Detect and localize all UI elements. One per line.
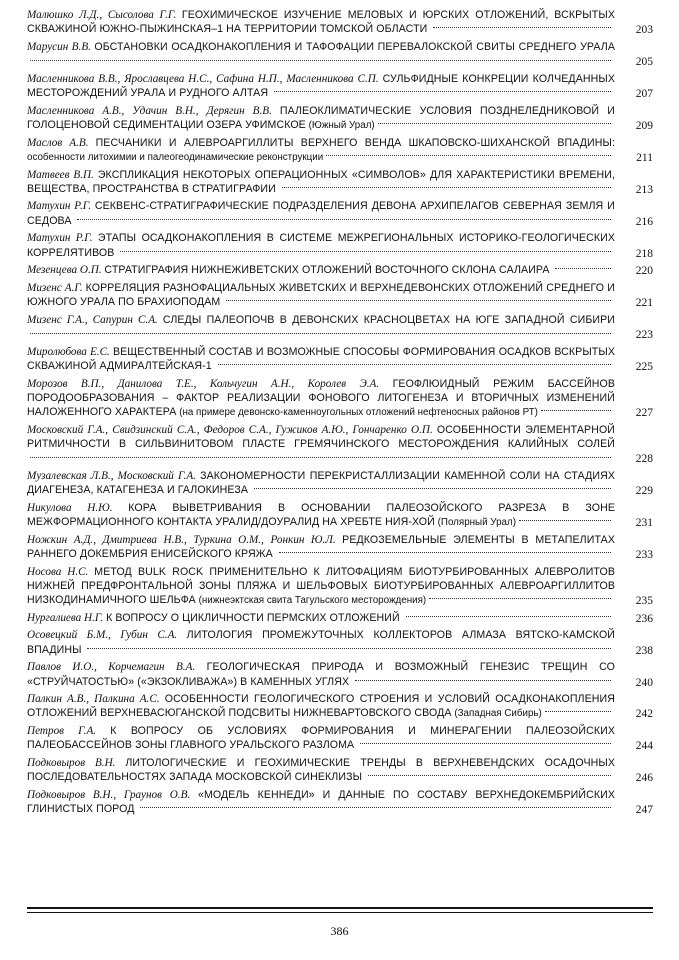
leader-dots bbox=[140, 807, 611, 808]
table-of-contents bbox=[27, 8, 653, 820]
toc-entry bbox=[27, 345, 653, 374]
entry-page: 203 bbox=[635, 24, 653, 37]
entry-title: ВЕЩЕСТВЕННЫЙ СОСТАВ И ВОЗМОЖНЫЕ СПОСОБЫ ФОРМИРОВАНИЯ ОСАДКОВ ВСКРЫТЫХ СКВАЖИНОЙ АДМИРАЛТЕЙСКАЯ-1 bbox=[27, 345, 616, 372]
entry-page: 218 bbox=[635, 247, 653, 260]
toc-entry bbox=[27, 72, 653, 101]
entry-authors: Мизенс А.Г. bbox=[27, 281, 83, 294]
leader-dots bbox=[541, 410, 611, 411]
entry-authors: Матухин Р.Г. bbox=[27, 232, 93, 245]
entry-authors: Подковыров В.Н., Граунов О.В. bbox=[27, 788, 191, 801]
entry-page: 227 bbox=[635, 407, 653, 420]
leader-dots bbox=[433, 27, 611, 28]
entry-title: РЕДКОЗЕМЕЛЬНЫЕ ЭЛЕМЕНТЫ В МЕТАПЕЛИТАХ РАННЕГО ДОКЕМБРИЯ ЕНИСЕЙСКОГО КРЯЖА bbox=[27, 533, 615, 560]
entry-page: 209 bbox=[635, 119, 653, 132]
toc-entry bbox=[27, 104, 653, 133]
toc-entry bbox=[27, 469, 653, 498]
entry-note: (Полярный Урал) bbox=[437, 517, 516, 528]
footer-rule-thin bbox=[27, 912, 653, 913]
entry-authors: Носова Н.С. bbox=[27, 565, 89, 578]
entry-page: 228 bbox=[635, 453, 653, 466]
footer-rule-thick bbox=[27, 907, 653, 909]
entry-title: КОРА ВЫВЕТРИВАНИЯ В ОСНОВАНИИ ПАЛЕОЗОЙСКОГО РАЗРЕЗА В ЗОНЕ МЕЖФОРМАЦИОННОГО КОНТАКТА УРАЛИД/ДОУРАЛИД НА ХРЕБТЕ НИЯ-ХОЙ bbox=[27, 501, 615, 528]
entry-title: СЕКВЕНС-СТРАТИГРАФИЧЕСКИЕ ПОДРАЗДЕЛЕНИЯ ДЕВОНА АРХИПЕЛАГОВ СЕВЕРНАЯ ЗЕМЛЯ И СЕДОВА bbox=[27, 200, 616, 227]
leader-dots bbox=[282, 187, 611, 188]
entry-title: К ВОПРОСУ О ЦИКЛИЧНОСТИ ПЕРМСКИХ ОТЛОЖЕНИЙ bbox=[106, 611, 400, 624]
leader-dots bbox=[226, 300, 611, 301]
entry-page: 213 bbox=[635, 183, 653, 196]
entry-authors: Масленникова В.В., Ярославцева Н.С., Сафина Н.П., Масленникова С.П. bbox=[27, 72, 379, 85]
toc-entry bbox=[27, 168, 653, 197]
toc-entry bbox=[27, 788, 653, 817]
toc-entry bbox=[27, 136, 653, 165]
entry-title: ПАЛЕОКЛИМАТИЧЕСКИЕ УСЛОВИЯ ПОЗДНЕЛЕДНИКОВОЙ И ГОЛОЦЕНОВОЙ СЕДИМЕНТАЦИИ ОЗЕРА УФИМСКОЕ bbox=[27, 104, 616, 131]
entry-title: ЭКСПЛИКАЦИЯ НЕКОТОРЫХ ОПЕРАЦИОННЫХ «СИМВОЛОВ» ДЛЯ ХАРАКТЕРИСТИКИ ВРЕМЕНИ, ВЕЩЕСТВА, ПРОСТРАНСТВА В СТРАТИГРАФИИ bbox=[27, 168, 616, 195]
leader-dots bbox=[279, 552, 611, 553]
entry-title: ЭТАПЫ ОСАДКОНАКОПЛЕНИЯ В СИСТЕМЕ МЕЖРЕГИОНАЛЬНЫХ ИСТОРИКО-ГЕОЛОГИЧЕСКИХ КОРРЕЛЯТИВОВ bbox=[27, 232, 616, 259]
entry-authors: Палкин А.В., Палкина А.С. bbox=[27, 693, 160, 706]
entry-page: 240 bbox=[635, 676, 653, 689]
toc-entry bbox=[27, 231, 653, 260]
leader-dots bbox=[360, 743, 611, 744]
entry-page: 225 bbox=[635, 360, 653, 373]
page-number: 386 bbox=[330, 924, 349, 938]
entry-title: «МОДЕЛЬ КЕННЕДИ» И ДАННЫЕ ПО СОСТАВУ ВЕРХНЕДОКЕМБРИЙСКИХ ГЛИНИСТЫХ ПОРОД bbox=[27, 788, 615, 816]
entry-title: ЛИТОЛОГИЯ ПРОМЕЖУТОЧНЫХ КОЛЛЕКТОРОВ АЛМАЗА ВЯТСКО-КАМСКОЙ ВПАДИНЫ bbox=[27, 629, 615, 656]
entry-page: 216 bbox=[635, 215, 653, 228]
entry-title: ПЕСЧАНИКИ И АЛЕВРОАРГИЛЛИТЫ ВЕРХНЕГО ВЕНДА ШКАПОВСКО-ШИХАНСКОЙ ВПАДИНЫ: bbox=[95, 136, 615, 149]
entry-page: 238 bbox=[635, 644, 653, 657]
entry-page: 235 bbox=[635, 595, 653, 608]
entry-note: особенности литохимии и палеогеодинамические реконструкции bbox=[27, 151, 324, 163]
entry-page: 247 bbox=[635, 804, 653, 817]
toc-entry bbox=[27, 756, 653, 785]
entry-title: ЗАКОНОМЕРНОСТИ ПЕРЕКРИСТАЛЛИЗАЦИИ КАМЕННОЙ СОЛИ НА СТАДИЯХ ДИАГЕНЕЗА, КАТАГЕНЕЗА И ГАЛОКИНЕЗА bbox=[27, 469, 616, 497]
entry-title: ОБСТАНОВКИ ОСАДКОНАКОПЛЕНИЯ И ТАФОФАЦИИ ПЕРЕВАЛОКСКОЙ СВИТЫ СРЕДНЕГО УРАЛА bbox=[94, 40, 616, 53]
leader-dots bbox=[545, 711, 611, 712]
entry-page: 205 bbox=[635, 56, 653, 69]
entry-page: 236 bbox=[635, 612, 653, 625]
entry-note: (Западная Сибирь) bbox=[454, 708, 542, 720]
toc-entry bbox=[27, 565, 653, 609]
toc-entry bbox=[27, 423, 653, 467]
toc-entry bbox=[27, 313, 653, 342]
leader-dots bbox=[30, 60, 611, 61]
leader-dots bbox=[326, 155, 611, 156]
entry-authors: Масленникова А.В., Удачин В.Н., Дерягин В.В. bbox=[27, 104, 272, 117]
leader-dots bbox=[355, 680, 611, 681]
entry-note: (на примере девонско-каменноугольных отложений нефтеносных районов РТ) bbox=[179, 407, 538, 419]
entry-authors: Миролюбова Е.С. bbox=[27, 345, 110, 358]
entry-authors: Петров Г.А. bbox=[27, 725, 97, 738]
toc-entry bbox=[27, 40, 653, 69]
toc-entry bbox=[27, 377, 653, 421]
toc-entry bbox=[27, 660, 653, 689]
entry-page: 233 bbox=[635, 548, 653, 561]
entry-page: 244 bbox=[635, 740, 653, 753]
entry-page: 242 bbox=[635, 708, 653, 721]
entry-page: 231 bbox=[635, 517, 653, 529]
toc-entry bbox=[27, 533, 653, 562]
entry-authors: Мизенс Г.А., Сапурин С.А. bbox=[27, 313, 158, 326]
entry-authors: Никулова Н.Ю. bbox=[27, 501, 113, 514]
entry-title: К ВОПРОСУ ОБ УСЛОВИЯХ ФОРМИРОВАНИЯ И МИНЕРАГЕНИИ ПАЛЕОЗОЙСКИХ ПАЛЕОБАССЕЙНОВ ЗОНЫ ГЛАВНОГО УРАЛЬСКОГО РАЗЛОМА bbox=[27, 725, 615, 752]
entry-title: СЛЕДЫ ПАЛЕОПОЧВ В ДЕВОНСКИХ КРАСНОЦВЕТАХ НА ЮГЕ ЗАПАДНОЙ СИБИРИ bbox=[162, 313, 615, 326]
toc-entry bbox=[27, 501, 653, 530]
leader-dots bbox=[120, 251, 611, 252]
entry-page: 229 bbox=[635, 485, 653, 498]
toc-entry bbox=[27, 8, 653, 37]
toc-entry bbox=[27, 263, 653, 278]
entry-authors: Маслов А.В. bbox=[27, 136, 89, 149]
entry-title: ОСОБЕННОСТИ ГЕОЛОГИЧЕСКОГО СТРОЕНИЯ И УСЛОВИЙ ОСАДКОНАКОПЛЕНИЯ ОТЛОЖЕНИЙ ВЕРХНЕВАСЮГАНСКОЙ ПОДСВИТЫ НИЖНЕВАРТОВСКОГО СВОДА bbox=[27, 693, 615, 720]
entry-note: (Южный Урал) bbox=[308, 119, 375, 131]
entry-authors: Матухин Р.Г. bbox=[27, 200, 92, 213]
toc-entry bbox=[27, 281, 653, 310]
leader-dots bbox=[77, 219, 611, 220]
entry-authors: Марусин В.В. bbox=[27, 40, 91, 53]
entry-page: 246 bbox=[635, 772, 653, 785]
entry-authors: Морозов В.П., Данилова Т.Е., Кольчугин А.Н., Королев Э.А. bbox=[27, 377, 380, 390]
leader-dots bbox=[87, 648, 611, 649]
toc-entry bbox=[27, 724, 653, 753]
entry-authors: Нургалиева Н.Г. bbox=[27, 611, 104, 624]
entry-authors: Матвеев В.П. bbox=[27, 168, 94, 181]
leader-dots bbox=[30, 333, 611, 334]
entry-title: СТРАТИГРАФИЯ НИЖНЕЖИВЕТСКИХ ОТЛОЖЕНИЙ ВОСТОЧНОГО СКЛОНА САЛАИРА bbox=[104, 264, 550, 277]
leader-dots bbox=[378, 123, 611, 124]
leader-dots bbox=[368, 775, 611, 776]
entry-title: СУЛЬФИДНЫЕ КОНКРЕЦИИ КОЛЧЕДАННЫХ МЕСТОРОЖДЕНИЙ УРАЛА И РУДНОГО АЛТАЯ bbox=[27, 72, 616, 100]
leader-dots bbox=[254, 488, 611, 489]
toc-entry bbox=[27, 692, 653, 721]
leader-dots bbox=[274, 91, 611, 92]
leader-dots bbox=[218, 364, 611, 365]
entry-authors: Музалевская Л.В., Московский Г.А. bbox=[27, 469, 196, 482]
entry-authors: Мезенцева О.П. bbox=[27, 264, 102, 277]
entry-page: 220 bbox=[635, 265, 653, 278]
toc-entry bbox=[27, 199, 653, 228]
entry-authors: Ножкин А.Д., Дмитриева Н.В., Туркина О.М., Ронкин Ю.Л. bbox=[27, 533, 336, 546]
leader-dots bbox=[555, 268, 611, 269]
entry-note: (нижнеэктская свита Тагульского месторождения) bbox=[198, 595, 427, 607]
leader-dots bbox=[406, 616, 612, 617]
toc-entry bbox=[27, 628, 653, 657]
entry-authors: Осовецкий Б.М., Губин С.А. bbox=[27, 629, 178, 642]
entry-title: КОРРЕЛЯЦИЯ РАЗНОФАЦИАЛЬНЫХ ЖИВЕТСКИХ И ВЕРХНЕДЕВОНСКИХ ОТЛОЖЕНИЙ СРЕДНЕГО И ЮЖНОГО УРАЛА ПО БРАХИОПОДАМ bbox=[27, 281, 615, 309]
entry-authors: Малюшко Л.Д., Сысолова Г.Г. bbox=[27, 9, 177, 21]
entry-authors: Московский Г.А., Свидзинский С.А., Федоров С.А., Гужиков А.Ю., Гончаренко О.П. bbox=[27, 423, 433, 436]
leader-dots bbox=[429, 598, 611, 599]
toc-entry bbox=[27, 611, 653, 626]
leader-dots bbox=[519, 520, 611, 521]
entry-page: 207 bbox=[635, 88, 653, 101]
entry-title: ОСОБЕННОСТИ ЭЛЕМЕНТАРНОЙ РИТМИЧНОСТИ В СИЛЬВИНИТОВОМ ПЛАСТЕ ГРЕМЯЧИНСКОГО МЕСТОРОЖДЕНИЯ КАЛИЙНЫХ СОЛЕЙ bbox=[27, 423, 615, 450]
entry-page: 211 bbox=[636, 151, 653, 164]
entry-page: 221 bbox=[635, 297, 653, 310]
leader-dots bbox=[30, 457, 611, 458]
entry-title: ГЕОЛОГИЧЕСКАЯ ПРИРОДА И ВОЗМОЖНЫЙ ГЕНЕЗИС ТРЕЩИН СО «СТРУЙЧАТОСТЬЮ» («ЭКЗОКЛИВАЖА») В КАМЕННЫХ УГЛЯХ bbox=[27, 661, 615, 688]
entry-title: МЕТОД BULK ROCK ПРИМЕНИТЕЛЬНО К ЛИТОФАЦИЯМ БИОТУРБИРОВАННЫХ АЛЕВРОЛИТОВ НИЖНЕЙ ПРЕДФРОНТАЛЬНОЙ ЗОНЫ ПЛЯЖА И ШЕЛЬФОВЫХ БИОТУРБИРОВАННЫХ АЛЕВРОАРГИЛЛИТОВ НИЗКОДИНАМИЧНОГО ШЕЛЬФА bbox=[27, 565, 616, 607]
entry-authors: Павлов И.О., Корчемагин В.А. bbox=[27, 661, 196, 674]
entry-authors: Подковыров В.Н. bbox=[27, 757, 116, 770]
entry-title: ГЕОФЛЮИДНЫЙ РЕЖИМ БАССЕЙНОВ ПОРОДООБРАЗОВАНИЯ – ФАКТОР РЕАЛИЗАЦИИ ФОНОВОГО ЛИТОГЕНЕЗА И ВТОРИЧНЫХ ИЗМЕНЕНИЙ НАЛОЖЕННОГО ХАРАКТЕРА bbox=[27, 377, 616, 419]
entry-page: 223 bbox=[635, 329, 653, 342]
entry-title: ЛИТОЛОГИЧЕСКИЕ И ГЕОХИМИЧЕСКИЕ ТРЕНДЫ В ВЕРХНЕВЕНДСКИХ ОСАДОЧНЫХ ПОСЛЕДОВАТЕЛЬНОСТЯХ ЗАПАДА МОСКОВСКОЙ СИНЕКЛИЗЫ bbox=[27, 757, 615, 784]
entry-title: ГЕОХИМИЧЕСКОЕ ИЗУЧЕНИЕ МЕЛОВЫХ И ЮРСКИХ ОТЛОЖЕНИЙ, ВСКРЫТЫХ СКВАЖИНОЙ ЮЖНО-ПЫЖИНСКАЯ–1 НА ТЕРРИТОРИИ ТОМСКОЙ ОБЛАСТИ bbox=[27, 9, 615, 36]
